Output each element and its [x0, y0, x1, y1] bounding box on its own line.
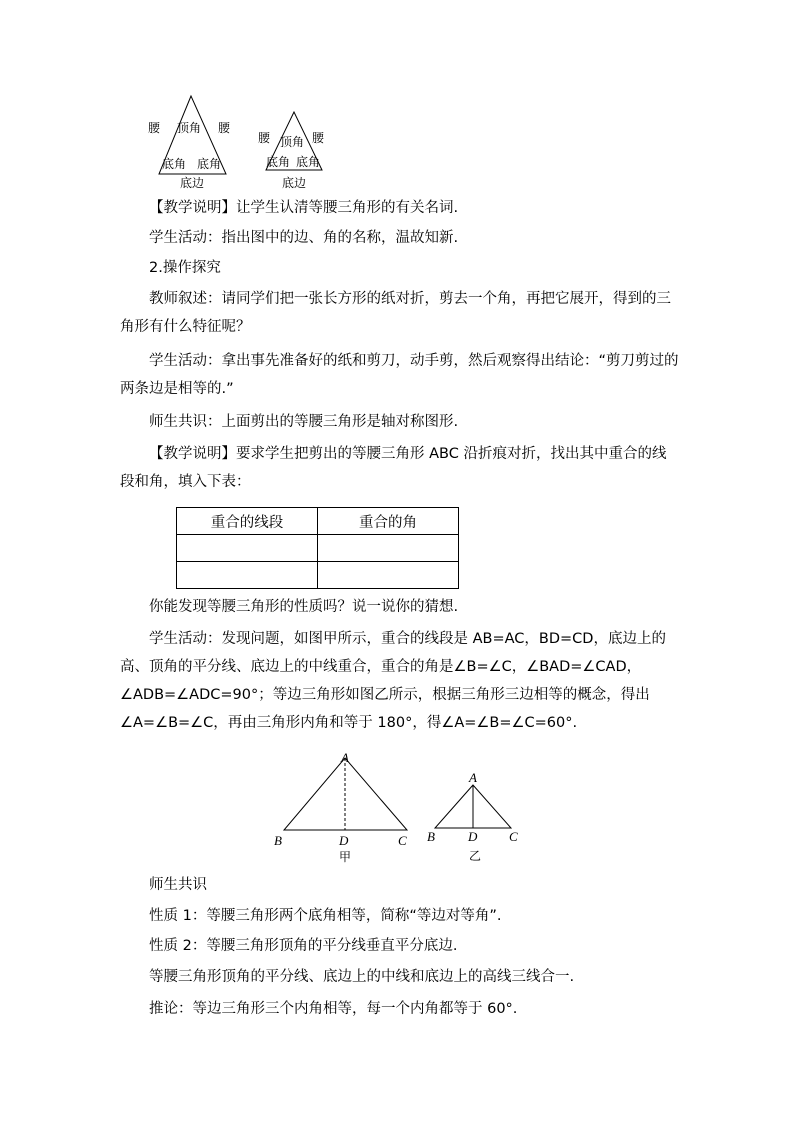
left-leg-label-left: 腰	[148, 121, 161, 135]
question-property: 你能发现等腰三角形的性质吗？说一说你的猜想.	[149, 599, 459, 615]
student-activity-2: 学生活动：拿出事先准备好的纸和剪刀，动手剪，然后观察得出结论：“剪刀剪过的两条边是相等的.”	[120, 353, 679, 397]
triangle-right	[258, 112, 325, 190]
yi-point-d: D	[468, 829, 478, 844]
yi-vertex-b: B	[427, 829, 435, 844]
left-apex-label: 顶角	[177, 121, 202, 135]
table-row	[177, 562, 459, 589]
student-activity-1: 学生活动：指出图中的边、角的名称，温故知新.	[149, 230, 459, 246]
right-leg-label-right: 腰	[312, 131, 325, 145]
table-cell	[318, 562, 459, 589]
right-base-angle-label-left: 底角	[266, 155, 291, 169]
triangle-figure-yi	[423, 770, 533, 865]
yi-vertex-a: A	[469, 770, 477, 785]
left-base-angle-label-left: 底角	[162, 157, 187, 171]
table-cell	[177, 562, 318, 589]
header-overlap-angles: 重合的角	[318, 508, 459, 535]
jia-vertex-b: B	[274, 833, 282, 848]
property-2: 性质 2：等腰三角形顶角的平分线垂直平分底边.	[149, 938, 458, 954]
consensus-1: 师生共识：上面剪出的等腰三角形是轴对称图形.	[149, 414, 459, 430]
left-base-angle-label-right: 底角	[197, 157, 222, 171]
jia-vertex-a: A	[341, 750, 349, 765]
header-overlap-segments: 重合的线段	[177, 508, 318, 535]
student-activity-3: 学生活动：发现问题，如图甲所示，重合的线段是 AB=AC，BD=CD，底边上的高、顶角的平分线、底边上的中线重合，重合的角是∠B=∠C，∠BAD=∠CAD，∠ADB=∠ADC=90°；等边三角形如图乙所示，根据三角形三边相等的概念，得出∠A=∠B=∠C，再由三角形内角和等于 180°，得∠A=∠B=∠C=60°.	[120, 631, 666, 731]
teacher-narration: 教师叙述：请同学们把一张长方形的纸对折，剪去一个角，再把它展开，得到的三角形有什么特征呢？	[120, 291, 671, 335]
table-header-row	[177, 508, 459, 535]
left-base-label: 底边	[180, 176, 205, 190]
jia-point-d: D	[339, 833, 349, 848]
corollary: 推论：等边三角形三个内角相等，每一个内角都等于 60°.	[149, 1001, 518, 1017]
right-base-label: 底边	[282, 176, 307, 190]
overlap-table	[176, 507, 459, 589]
table-cell	[318, 535, 459, 562]
table-cell	[177, 535, 318, 562]
triangle-left	[148, 96, 231, 190]
right-base-angle-label-right: 底角	[296, 155, 321, 169]
yi-vertex-c: C	[509, 829, 518, 844]
isosceles-terms-figure	[140, 88, 360, 193]
property-1: 性质 1：等腰三角形两个底角相等，简称“等边对等角”.	[149, 908, 502, 924]
section-heading-operation: 2.操作探究	[149, 260, 221, 276]
teaching-note-2: 【教学说明】要求学生把剪出的等腰三角形 ABC 沿折痕对折，找出其中重合的线段和角，填入下表：	[120, 446, 667, 490]
consensus-2-heading: 师生共识	[149, 877, 207, 893]
jia-caption: 甲	[339, 850, 352, 864]
right-apex-label: 顶角	[280, 135, 305, 149]
jia-vertex-c: C	[398, 833, 407, 848]
left-leg-label-right: 腰	[218, 121, 231, 135]
three-lines-coincide: 等腰三角形顶角的平分线、底边上的中线和底边上的高线三线合一.	[149, 969, 575, 985]
right-leg-label-left: 腰	[258, 131, 271, 145]
table-row	[177, 535, 459, 562]
yi-caption: 乙	[469, 849, 482, 863]
triangle-figure-jia	[270, 752, 420, 867]
teaching-note-1: 【教学说明】让学生认清等腰三角形的有关名词.	[149, 200, 459, 216]
